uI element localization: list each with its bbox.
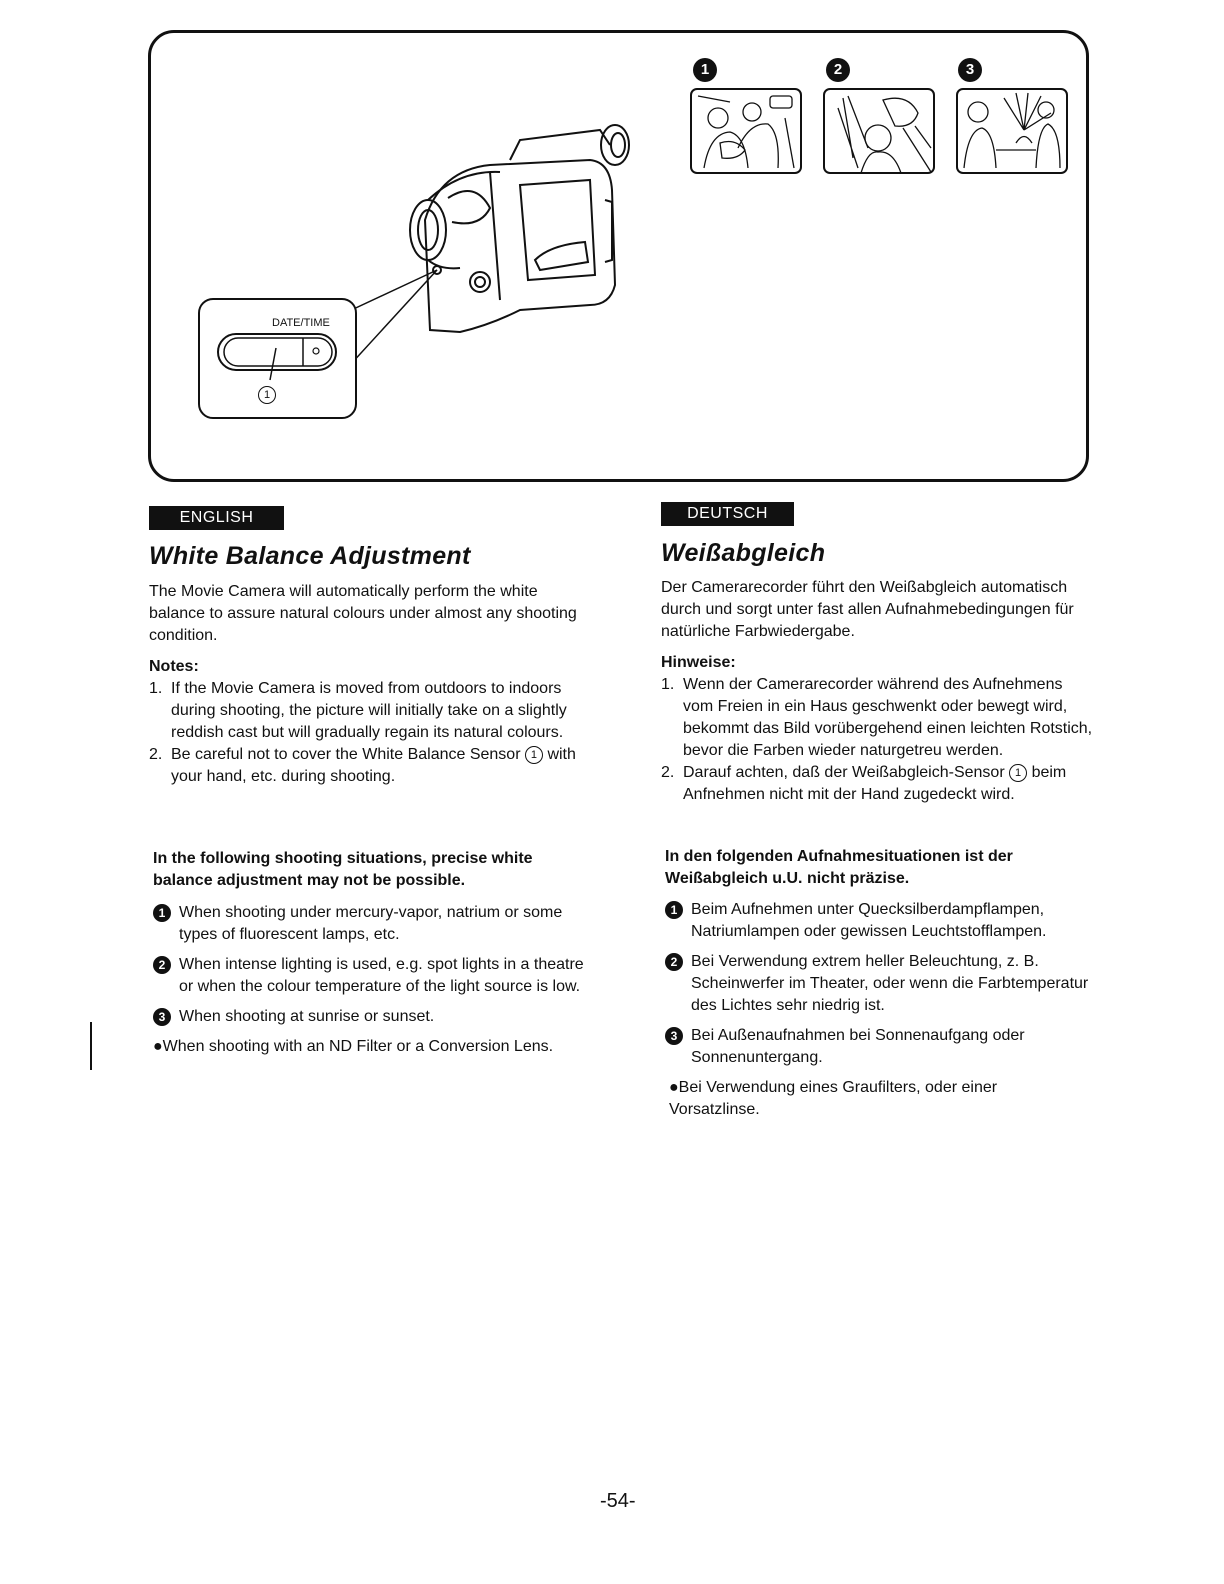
- sensor-ref-marker: 1: [525, 746, 543, 764]
- page-number: -54-: [600, 1490, 636, 1512]
- deutsch-bullet: ●Bei Verwendung eines Graufilters, oder einer Vorsatzlinse.: [669, 1079, 998, 1118]
- english-situations: [153, 902, 593, 1058]
- deutsch-intro: Der Camerarecorder führt den Weißabgleich automatisch durch und sorgt unter fast allen Aufnahmebedingungen für natürliche Farbwiedergabe.: [661, 579, 1074, 640]
- english-situation-1: 1 When shooting under mercury-vapor, natrium or some types of fluorescent lamps, etc.: [153, 902, 593, 946]
- english-bullet: ●When shooting with an ND Filter or a Conversion Lens.: [153, 1038, 554, 1055]
- lang-tag-english: ENGLISH: [149, 506, 284, 530]
- date-time-label: DATE/TIME: [272, 317, 330, 329]
- scene-image-spotlight: [823, 88, 935, 174]
- deutsch-note-2: 2. Darauf achten, daß der Weißabgleich-Sensor 1 beim Anfnehmen nicht mit der Hand zugedeckt wird.: [661, 764, 1067, 803]
- english-notes-heading: Notes:: [149, 658, 199, 675]
- sensor-ref-marker: 1: [1009, 764, 1027, 782]
- deutsch-situation-2: 2 Bei Verwendung extrem heller Beleuchtung, z. B. Scheinwerfer im Theater, oder wenn die Farbtemperatur des Lichtes sehr niedrig ist.: [665, 951, 1093, 1017]
- deutsch-situations-heading: In den folgenden Aufnahmesituationen ist der Weißabgleich u.U. nicht präzise.: [665, 848, 1013, 887]
- deutsch-situations: [665, 899, 1093, 1121]
- english-note-1: 1. If the Movie Camera is moved from outdoors to indoors during shooting, the picture will initially take on a slightly reddish cast but will gradually regain its natural colours.: [149, 680, 567, 741]
- deutsch-situation-1: 1 Beim Aufnehmen unter Quecksilberdampflampen, Natriumlampen oder gewissen Leuchtstofflampen.: [665, 899, 1093, 943]
- scene-number-1: 1: [693, 58, 717, 82]
- english-notes: [149, 656, 589, 788]
- deutsch-situation-3: 3 Bei Außenaufnahmen bei Sonnenaufgang oder Sonnenuntergang.: [665, 1025, 1093, 1069]
- scene-number-3: 3: [958, 58, 982, 82]
- sensor-marker: 1: [258, 386, 276, 404]
- english-situation-3: 3 When shooting at sunrise or sunset.: [153, 1006, 593, 1028]
- scene-image-fluorescent: [690, 88, 802, 174]
- deutsch-title: Weißabgleich: [661, 539, 826, 567]
- deutsch-notes: [661, 652, 1093, 806]
- english-situations-heading: In the following shooting situations, precise white balance adjustment may not be possible.: [153, 850, 533, 889]
- lang-tag-deutsch: DEUTSCH: [661, 502, 794, 526]
- margin-mark: [90, 1022, 92, 1070]
- scene-image-sunset: [956, 88, 1068, 174]
- english-situation-2: 2 When intense lighting is used, e.g. spot lights in a theatre or when the colour temperature of the light source is low.: [153, 954, 593, 998]
- english-intro: The Movie Camera will automatically perform the white balance to assure natural colours under almost any shooting condition.: [149, 583, 577, 644]
- deutsch-notes-heading: Hinweise:: [661, 654, 736, 671]
- english-title: White Balance Adjustment: [149, 542, 471, 570]
- deutsch-note-1: 1. Wenn der Camerarecorder während des Aufnehmens vom Freien in ein Haus geschwenkt oder bewegt wird, bekommt das Bild vorübergehend einen leichten Rotstich, bevor die Farben wieder naturgetreu werden.: [661, 676, 1093, 759]
- english-note-2: 2. Be careful not to cover the White Balance Sensor 1 with your hand, etc. during shooting.: [149, 746, 576, 785]
- scene-number-2: 2: [826, 58, 850, 82]
